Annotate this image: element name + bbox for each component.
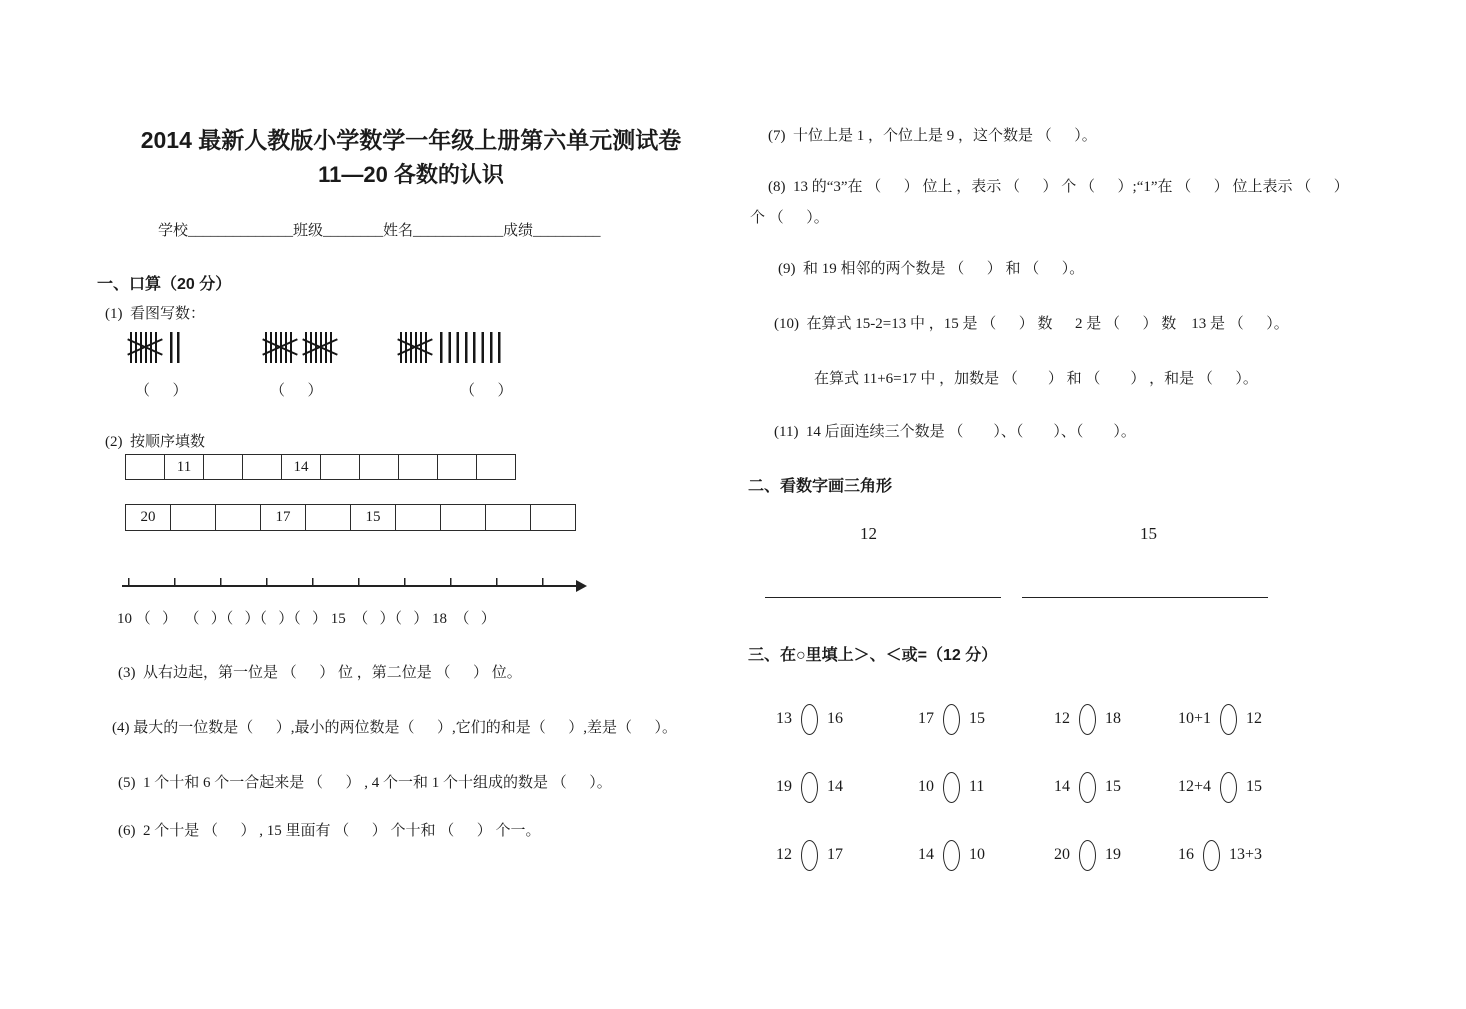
- comparison-item: [918, 837, 985, 873]
- table-cell: [170, 504, 216, 531]
- number-line: [122, 577, 584, 591]
- stick-bundle-icon: [130, 332, 160, 363]
- stick-group-2: [265, 332, 335, 363]
- counting-sticks-figure: [95, 330, 727, 374]
- drawing-line: [1022, 597, 1268, 598]
- answer-blank: （ ）: [135, 383, 188, 399]
- number-line-axis: [122, 585, 578, 587]
- table-cell: [440, 504, 486, 531]
- table-cell: [305, 504, 351, 531]
- loose-sticks-icon: [170, 332, 181, 363]
- number-sequence-table-2: [125, 504, 576, 531]
- page-title: 2014 最新人教版小学数学一年级上册第六单元测试卷: [140, 127, 682, 153]
- section-two-heading: 二、看数字画三角形: [748, 478, 893, 495]
- page-subtitle: 11—20 各数的认识: [318, 162, 504, 187]
- comparison-row-1: [748, 701, 1428, 737]
- question-3: (3) 从右边起，第一位是 （ ） 位 ，第二位是 （ ） 位。: [118, 665, 522, 681]
- comparison-item: [1054, 837, 1121, 873]
- table-cell: [359, 454, 399, 480]
- left-operand: 14: [1054, 778, 1070, 795]
- q1-answer-blanks: [95, 379, 727, 401]
- comparison-circle: [1079, 772, 1096, 803]
- question-11: (11) 14 后面连续三个数是 （ ）、（ ）、（ ）。: [774, 424, 1136, 440]
- comparison-circle: [943, 772, 960, 803]
- table-cell: [476, 454, 516, 480]
- left-operand: 12: [1054, 710, 1070, 727]
- right-operand: 11: [969, 778, 985, 795]
- table-cell: [203, 454, 243, 480]
- comparison-item: [1054, 769, 1121, 805]
- comparison-circle: [1203, 840, 1220, 871]
- comparison-circle: [801, 772, 818, 803]
- stick-group-1: [130, 332, 181, 363]
- comparison-item: [1054, 701, 1121, 737]
- comparison-circle: [1079, 840, 1096, 871]
- comparison-row-2: [748, 769, 1428, 805]
- comparison-circle: [1220, 772, 1237, 803]
- table-cell: [398, 454, 438, 480]
- answer-blank: （ ）: [460, 383, 513, 399]
- number-sequence-table-1: [125, 454, 516, 480]
- table-cell: [125, 454, 165, 480]
- comparison-circle: [801, 704, 818, 735]
- question-10: (10) 在算式 15-2=13 中 ，15 是 （ ） 数 2 是 （ ） 数 13 是 （ ）。: [774, 316, 1289, 332]
- question-4: (4) 最大的一位数是（ ）,最小的两位数是（ ）,它们的和是（ ）,差是（ ）。: [112, 720, 677, 736]
- left-operand: 20: [1054, 846, 1070, 863]
- comparison-item: [776, 769, 843, 805]
- answer-blank: （ ）: [270, 383, 323, 399]
- comparison-item: [918, 701, 985, 737]
- triangle-task-numbers: [748, 524, 1428, 546]
- table-cell: [437, 454, 477, 480]
- drawing-line: [765, 597, 1001, 598]
- right-operand: 16: [827, 710, 843, 727]
- question-8: (8) 13 的“3”在 （ ） 位上 ，表示 （ ） 个 （ ）;“1”在 （ ） 位上表示 （ ）: [768, 179, 1349, 195]
- comparison-circle: [801, 840, 818, 871]
- right-operand: 12: [1246, 710, 1263, 727]
- number-line-answers: 10 （ ） （ ）（ ）（ ）（ ） 15 （ ）（ ） 18 （ ）: [117, 611, 496, 627]
- stick-bundle-icon: [400, 332, 430, 363]
- comparison-item: [776, 701, 843, 737]
- right-operand: 15: [1246, 778, 1263, 795]
- question-1-label: (1) 看图写数：: [105, 306, 205, 322]
- triangle-drawing-area: [748, 597, 1428, 601]
- table-cell: [395, 504, 441, 531]
- left-operand: 16: [1178, 846, 1194, 863]
- comparison-item: [1178, 769, 1262, 805]
- comparison-item: [918, 769, 984, 805]
- question-5: (5) 1 个十和 6 个一合起来是 （ ） , 4 个一和 1 个十组成的数是 （ ）。: [118, 775, 612, 791]
- triangle-count-left: 12: [860, 524, 877, 543]
- stick-group-3: [400, 332, 505, 363]
- comparison-circle: [943, 704, 960, 735]
- table-cell: 20: [125, 504, 171, 531]
- right-column: [748, 0, 1428, 1009]
- left-operand: 13: [776, 710, 792, 727]
- arrow-right-icon: [576, 580, 587, 592]
- left-operand: 17: [918, 710, 934, 727]
- left-operand: 14: [918, 846, 934, 863]
- left-operand: 12: [776, 846, 792, 863]
- left-operand: 10: [918, 778, 934, 795]
- table-cell: [485, 504, 531, 531]
- right-operand: 14: [827, 778, 843, 795]
- question-10-continued: 在算式 11+6=17 中 ，加数是 （ ） 和 （ ） ，和是 （ ）。: [814, 371, 1258, 387]
- stick-bundle-icon: [265, 332, 295, 363]
- right-operand: 15: [969, 710, 985, 727]
- right-operand: 18: [1105, 710, 1121, 727]
- triangle-count-right: 15: [1140, 524, 1157, 543]
- comparison-item: [1178, 701, 1262, 737]
- table-cell: 15: [350, 504, 396, 531]
- right-operand: 19: [1105, 846, 1121, 863]
- left-operand: 12+4: [1178, 778, 1212, 795]
- question-7: (7) 十位上是 1 ，个位上是 9 ，这个数是 （ ）。: [768, 128, 1097, 144]
- question-6: (6) 2 个十是 （ ） , 15 里面有 （ ） 个十和 （ ） 个一。: [118, 823, 541, 839]
- left-operand: 10+1: [1178, 710, 1212, 727]
- stick-bundle-icon: [305, 332, 335, 363]
- loose-sticks-icon: [440, 332, 505, 363]
- table-cell: 11: [164, 454, 204, 480]
- student-info-line: 学校______________班级________姓名____________成绩_________: [158, 223, 601, 239]
- comparison-circle: [1079, 704, 1096, 735]
- comparison-item: [776, 837, 843, 873]
- comparison-circle: [1220, 704, 1237, 735]
- right-operand: 10: [969, 846, 985, 863]
- left-column: [95, 0, 727, 1009]
- question-8-continued: 个 （ ）。: [750, 210, 829, 226]
- table-cell: 17: [260, 504, 306, 531]
- comparison-item: [1178, 837, 1262, 873]
- right-operand: 17: [827, 846, 843, 863]
- table-cell: 14: [281, 454, 321, 480]
- question-9: (9) 和 19 相邻的两个数是 （ ） 和 （ ）。: [778, 261, 1085, 277]
- table-cell: [530, 504, 576, 531]
- right-operand: 15: [1105, 778, 1121, 795]
- right-operand: 13+3: [1229, 846, 1263, 863]
- table-cell: [215, 504, 261, 531]
- comparison-circle: [943, 840, 960, 871]
- table-cell: [320, 454, 360, 480]
- comparison-row-3: [748, 837, 1428, 873]
- section-one-heading: 一、口算（20 分）: [97, 276, 232, 293]
- left-operand: 19: [776, 778, 792, 795]
- section-three-heading: 三、在○里填上＞、＜或=（12 分）: [748, 647, 998, 664]
- question-2-label: (2) 按顺序填数: [105, 434, 205, 450]
- table-cell: [242, 454, 282, 480]
